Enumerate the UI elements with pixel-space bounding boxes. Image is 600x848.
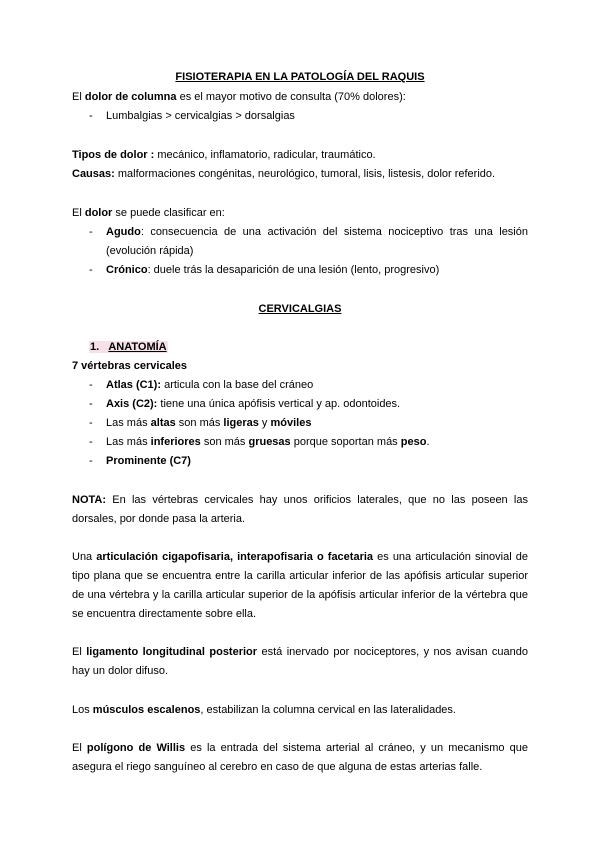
list-item-prominente: Prominente (C7) <box>106 455 191 467</box>
articulacion-line-3: de una vértebra y la carilla articular superior de la apófisis articular inferior de la vértebra que <box>72 589 528 601</box>
anatomia-subheading: 7 vértebras cervicales <box>72 360 187 372</box>
tipos-line: Tipos de dolor : mecánico, inflamatorio, radicular, traumático. <box>72 149 376 161</box>
ligamento-line-1: El ligamento longitudinal posterior está inervado por nociceptores, y nos avisan cuando <box>72 646 528 658</box>
causas-line: Causas: malformaciones congénitas, neurológico, tumoral, lisis, listesis, dolor referido. <box>72 168 496 180</box>
bullet-dash: - <box>89 379 93 391</box>
bullet-dash: - <box>89 264 93 276</box>
bullet-dash: - <box>89 110 93 122</box>
articulacion-line-1: Una articulación cigapofisaria, interapofisaria o facetaria es una articulación sinovial de <box>72 551 528 563</box>
nota-line-1: NOTA: En las vértebras cervicales hay unos orificios laterales, que no las poseen las <box>72 494 528 506</box>
bullet-dash: - <box>89 417 93 429</box>
bullet-dash: - <box>89 226 93 238</box>
nota-line-2: dorsales, por donde pasa la arteria. <box>72 513 246 525</box>
bullet-dash: - <box>89 455 93 467</box>
list-item-agudo: Agudo: consecuencia de una activación del sistema nociceptivo tras una lesión <box>106 226 528 238</box>
list-item-agudo-cont: (evolución rápida) <box>106 245 194 257</box>
articulacion-line-2: tipo plana que se encuentra entre la carilla articular inferior de las apófisis articular superior <box>72 570 528 582</box>
section-title: CERVICALGIAS <box>258 303 342 315</box>
list-item-altas: Las más altas son más ligeras y móviles <box>106 417 312 429</box>
bullet-dash: - <box>89 398 93 410</box>
willis-line-2: asegura el riego sanguíneo al cerebro en caso de que alguna de estas arterias falle. <box>72 761 483 773</box>
anatomia-heading: 1. ANATOMÍA <box>90 341 167 353</box>
ligamento-line-2: hay un dolor difuso. <box>72 665 169 677</box>
bullet-dash: - <box>89 436 93 448</box>
articulacion-line-4: se encuentra directamente sobre ella. <box>72 608 257 620</box>
list-item-axis: Axis (C2): tiene una única apófisis vertical y ap. odontoides. <box>106 398 401 410</box>
list-item: Lumbalgias > cervicalgias > dorsalgias <box>106 110 295 122</box>
intro-paragraph: El dolor de columna es el mayor motivo de consulta (70% dolores): <box>72 91 406 103</box>
willis-line-1: El polígono de Willis es la entrada del sistema arterial al cráneo, y un mecanismo que <box>72 742 528 754</box>
document-title: FISIOTERAPIA EN LA PATOLOGÍA DEL RAQUIS <box>175 71 425 83</box>
list-item-inferiores: Las más inferiores son más gruesas porque soportan más peso. <box>106 436 430 448</box>
list-item-atlas: Atlas (C1): articula con la base del cráneo <box>106 379 314 391</box>
list-item-cronico: Crónico: duele trás la desaparición de una lesión (lento, progresivo) <box>106 264 440 276</box>
escalenos-line: Los músculos escalenos, estabilizan la columna cervical en las lateralidades. <box>72 704 456 716</box>
clasificacion-paragraph: El dolor se puede clasificar en: <box>72 207 225 219</box>
